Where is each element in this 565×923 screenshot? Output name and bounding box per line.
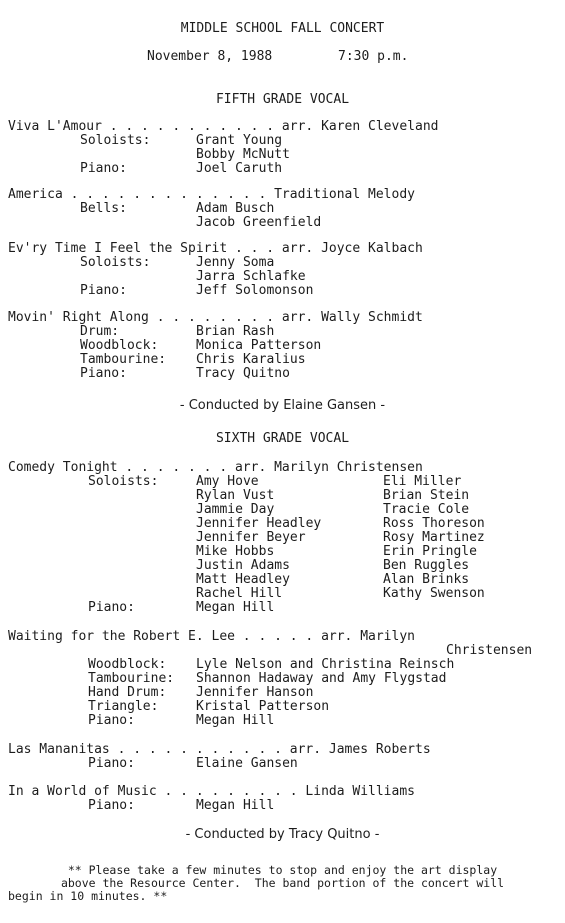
performer-name: Jennifer Hanson <box>196 685 314 700</box>
performer-name: Megan Hill <box>196 713 275 728</box>
piece-title-line: Viva L'Amour . . . . . . . . . . . arr. Karen Cleveland <box>8 119 439 134</box>
footer-note-line: ** Please take a few minutes to stop and enjoy the art display <box>67 863 498 877</box>
soloist-name: Kathy Swenson <box>383 586 485 601</box>
soloist-name: Ben Ruggles <box>383 558 470 573</box>
role-label: Drum: <box>80 324 120 339</box>
piece-title-line: Comedy Tonight . . . . . . . arr. Marilyn Christensen <box>8 460 423 475</box>
role-label: Piano: <box>80 161 127 176</box>
role-label: Tambourine: <box>80 352 167 367</box>
performer-name: Adam Busch <box>196 201 275 216</box>
sixth-grade-conductor: - Conducted by Tracy Quitno - <box>185 827 380 842</box>
performer-name: Kristal Patterson <box>196 699 330 714</box>
role-label: Piano: <box>80 283 127 298</box>
footer-note-line: above the Resource Center. The band portion of the concert will <box>60 876 505 890</box>
role-label: Piano: <box>88 600 135 615</box>
role-label: Soloists: <box>80 133 151 148</box>
soloist-name: Mike Hobbs <box>196 544 275 559</box>
role-label: Soloists: <box>88 474 159 489</box>
soloist-name: Eli Miller <box>383 474 462 489</box>
concert-date: November 8, 1988 <box>147 49 273 64</box>
soloist-name: Justin Adams <box>196 558 290 573</box>
performer-name: Grant Young <box>196 133 283 148</box>
soloist-name: Rachel Hill <box>196 586 283 601</box>
role-label: Triangle: <box>88 699 159 714</box>
role-label: Bells: <box>80 201 127 216</box>
soloist-name: Jennifer Headley <box>196 516 322 531</box>
performer-name: Joel Caruth <box>196 161 283 176</box>
role-label: Piano: <box>88 713 135 728</box>
performer-name: Bobby McNutt <box>196 147 290 162</box>
role-label: Piano: <box>88 798 135 813</box>
performer-name: Monica Patterson <box>196 338 322 353</box>
piece-title-line: Ev'ry Time I Feel the Spirit . . . arr. Joyce Kalbach <box>8 241 423 256</box>
soloist-name: Erin Pringle <box>383 544 477 559</box>
performer-name: Megan Hill <box>196 798 275 813</box>
performer-name: Jarra Schlafke <box>196 269 306 284</box>
performer-name: Jenny Soma <box>196 255 275 270</box>
fifth-grade-conductor: - Conducted by Elaine Gansen - <box>179 398 386 413</box>
concert-time: 7:30 p.m. <box>338 49 409 64</box>
role-label: Hand Drum: <box>88 685 167 700</box>
performer-name: Brian Rash <box>196 324 275 339</box>
role-label: Woodblock: <box>88 657 167 672</box>
sixth-grade-heading: SIXTH GRADE VOCAL <box>215 431 350 446</box>
piece-title-line: In a World of Music . . . . . . . . . Linda Williams <box>8 784 415 799</box>
performer-name: Megan Hill <box>196 600 275 615</box>
piece-title-line: America . . . . . . . . . . . . . Traditional Melody <box>8 187 415 202</box>
soloist-name: Rylan Vust <box>196 488 275 503</box>
performer-name: Elaine Gansen <box>196 756 298 771</box>
piece-title-line-continued: Christensen <box>446 643 533 658</box>
soloist-name: Ross Thoreson <box>383 516 485 531</box>
fifth-grade-heading: FIFTH GRADE VOCAL <box>215 92 350 107</box>
soloist-name: Rosy Martinez <box>383 530 485 545</box>
soloist-name: Alan Brinks <box>383 572 470 587</box>
footer-note-line: begin in 10 minutes. ** <box>8 889 168 903</box>
role-label: Tambourine: <box>88 671 175 686</box>
piece-title-line: Waiting for the Robert E. Lee . . . . . arr. Marilyn <box>8 629 415 644</box>
soloist-name: Tracie Cole <box>383 502 470 517</box>
piece-title-line: Las Mananitas . . . . . . . . . . . arr. James Roberts <box>8 742 431 757</box>
performer-name: Chris Karalius <box>196 352 306 367</box>
performer-name: Jacob Greenfield <box>196 215 322 230</box>
soloist-name: Amy Hove <box>196 474 259 489</box>
soloist-name: Matt Headley <box>196 572 290 587</box>
performer-name: Jeff Solomonson <box>196 283 314 298</box>
performer-name: Tracy Quitno <box>196 366 290 381</box>
piece-title-line: Movin' Right Along . . . . . . . . arr. Wally Schmidt <box>8 310 423 325</box>
soloist-name: Jammie Day <box>196 502 275 517</box>
performer-name: Shannon Hadaway and Amy Flygstad <box>196 671 447 686</box>
role-label: Piano: <box>80 366 127 381</box>
program-title: MIDDLE SCHOOL FALL CONCERT <box>180 21 385 36</box>
role-label: Woodblock: <box>80 338 159 353</box>
soloist-name: Jennifer Beyer <box>196 530 306 545</box>
soloist-name: Brian Stein <box>383 488 470 503</box>
performer-name: Lyle Nelson and Christina Reinsch <box>196 657 455 672</box>
role-label: Soloists: <box>80 255 151 270</box>
role-label: Piano: <box>88 756 135 771</box>
